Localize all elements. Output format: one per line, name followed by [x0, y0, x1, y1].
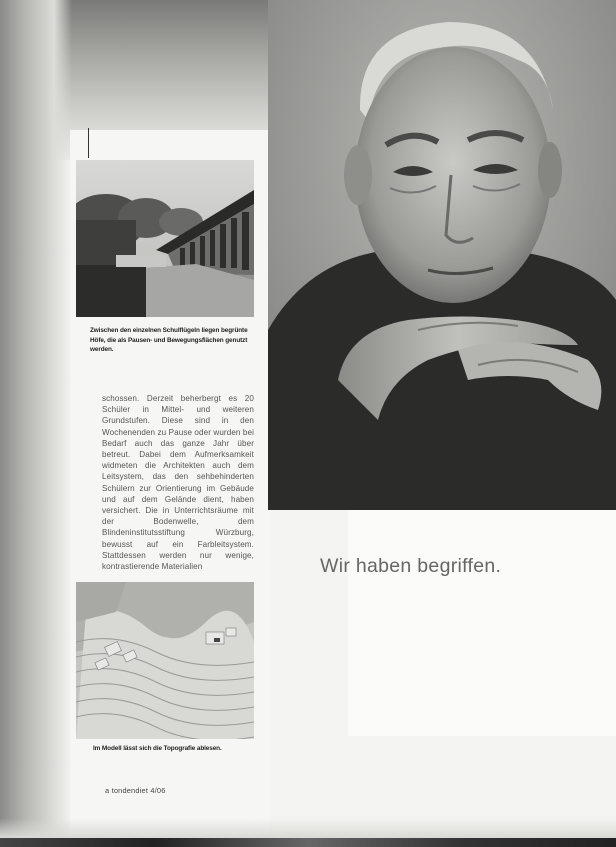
article-body: schossen. Derzeit beherbergt es 20 Schüler in Mittel- und weiteren Grundstufen. Diese sind in den Wochenenden zu Pause oder wurden bei Bedarf auch das ganze Jahr über betreut. Dabei dem Aufmerksamkeit widmeten die Architekten auch dem Leitsystem, das den sehbehinderten Schülern zur Orientierung im Gebäude und auf dem Gelände dient, haben versichert. Die in Unterrichtsräume mit der Bodenwelle, dem Blindeninstitutsstiftung Würzburg, bewusst auf ein Farbleitsystem. Stattdessen werden nur wenige, kontrastierende Materialien	[102, 394, 254, 572]
photo2-caption: Im Modell lässt sich die Topografie ablesen.	[93, 745, 222, 752]
page-footer: a tondendiet 4/06	[105, 786, 166, 795]
page-gutter-shadow	[0, 0, 72, 847]
headline: Wir haben begriffen.	[320, 555, 502, 577]
topography-model-photo	[76, 582, 254, 739]
column-rule	[88, 128, 89, 158]
page-bottom-edge	[0, 838, 616, 847]
portrait-photo	[268, 0, 616, 510]
page-bottom-shadow	[0, 818, 616, 838]
photo1-caption: Zwischen den einzelnen Schulflügeln liegen begrünte Höfe, die als Pausen- und Bewegungsflächen genutzt werden.	[90, 327, 248, 353]
school-building-photo	[76, 160, 254, 317]
headline-panel	[348, 510, 616, 736]
